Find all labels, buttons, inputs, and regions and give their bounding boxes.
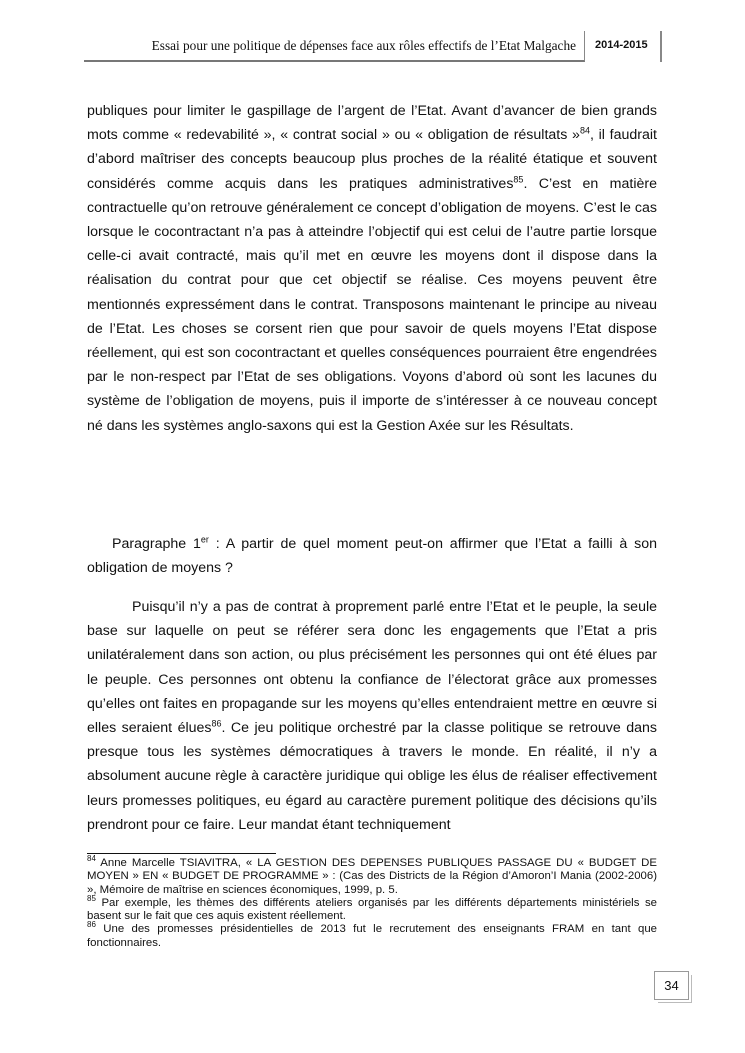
header-divider xyxy=(660,31,662,62)
header-title: Essai pour une politique de dépenses face aux rôles effectifs de l’Etat Malgache xyxy=(151,38,576,53)
page-header xyxy=(84,31,662,62)
page-number: 34 xyxy=(664,978,679,993)
footnote-separator xyxy=(87,853,276,854)
body-text-segment: , il faudrait d’abord maîtriser des concepts beaucoup plus proches de la réalité étatique et souvent considérés comme acquis dans les pratiques administratives xyxy=(87,127,657,192)
body-text-segment: Puisqu’il n’y a pas de contrat à proprement parlé entre l’Etat et le peuple, la seule base sur laquelle on peut se référer sera donc les engagements que l’Etat a pris unilatéralement dans son action, ou plus précisément les personnes qui ont été élues par le peuple. Ces personnes ont obtenu la confiance de l’électorat grâce aux promesses qu’elles ont faites en propagande sur les moyens qu’elles entendraient mettre en œuvre si elles seraient élues xyxy=(87,599,657,737)
footnote-number: 86 xyxy=(87,920,96,930)
heading-text: : A partir de quel moment peut-on affirmer que l’Etat a failli à son obligation de moyens ? xyxy=(87,536,658,577)
footnote-ref[interactable]: 84 xyxy=(579,125,590,136)
footnotes xyxy=(87,854,657,950)
paragraph-continuation xyxy=(87,99,657,438)
footnote-text: Anne Marcelle TSIAVITRA, « LA GESTION DES DEPENSES PUBLIQUES PASSAGE DU « BUDGET DE MOYEN » EN « BUDGET DE PROGRAMME » : (Cas des Districts de la Région d’Amoron’I Mania (2002-2006) », Mémoire de maîtrise en sciences économiques, 1999, p. 5. xyxy=(87,857,657,896)
footnote-text: Une des promesses présidentielles de 2013 fut le recrutement des enseignants FRAM en tant que fonctionnaires. xyxy=(87,923,657,949)
footnote xyxy=(87,854,657,897)
body-text-segment: . Ce jeu politique orchestré par la classe politique se retrouve dans presque tous les systèmes démocratiques à travers le monde. En réalité, il n’y a absolument aucune règle à caractère juridique qui oblige les élus de réaliser effectivement leurs promesses politiques, eu égard au caractère purement politique des décisions qu’ils prendront pour ce faire. Leur mandat étant techniquement xyxy=(87,720,657,833)
body-text-segment: publiques pour limiter le gaspillage de l’argent de l’Etat. Avant d’avancer de bien grands mots comme « redevabilité », « contrat social » ou « obligation de résultats » xyxy=(87,103,657,144)
footnote-number: 84 xyxy=(87,854,96,864)
paragraph xyxy=(87,595,657,837)
footnote xyxy=(87,920,657,950)
footnote-text: Par exemple, les thèmes des différents ateliers organisés par les différents départements ministériels se basent sur le fait que ces aquis existent réellement. xyxy=(87,896,657,923)
footnote-ref[interactable]: 86 xyxy=(211,718,222,729)
section-heading xyxy=(87,532,657,580)
header-year: 2014-2015 xyxy=(595,39,648,51)
heading-text: Paragraphe 1 xyxy=(112,536,201,552)
footnote-number: 85 xyxy=(87,894,96,904)
footnote-ref[interactable]: 85 xyxy=(513,173,524,184)
page-number-box xyxy=(654,971,689,1000)
heading-sup: er xyxy=(200,534,209,545)
header-title-box xyxy=(84,31,585,62)
footnote xyxy=(87,894,657,924)
body-text-segment: . C’est en matière contractuelle qu’on retrouve généralement ce concept d’obligation de moyens. C’est le cas lorsque le cocontractant n’a pas à atteindre l’objectif qui est celui de l’autre partie lorsque celle-ci avait contracté, mais qu’il met en œuvre les moyens dont il dispose dans la réalisation du contrat pour que cet objectif se réalise. Ces moyens peuvent être mentionnés expressément dans le contrat. Transposons maintenant le principe au niveau de l’Etat. Les choses se corsent rien que pour savoir de quels moyens l’Etat dispose réellement, qui est son cocontractant et quelles conséquences pourraient être engendrées par le non-respect par l’Etat de ses obligations. Voyons d’abord où sont les lacunes du système de l’obligation de moyens, puis il importe de s’intéresser à ce nouveau concept né dans les systèmes anglo-saxons qui est la Gestion Axée sur les Résultats. xyxy=(87,175,657,434)
